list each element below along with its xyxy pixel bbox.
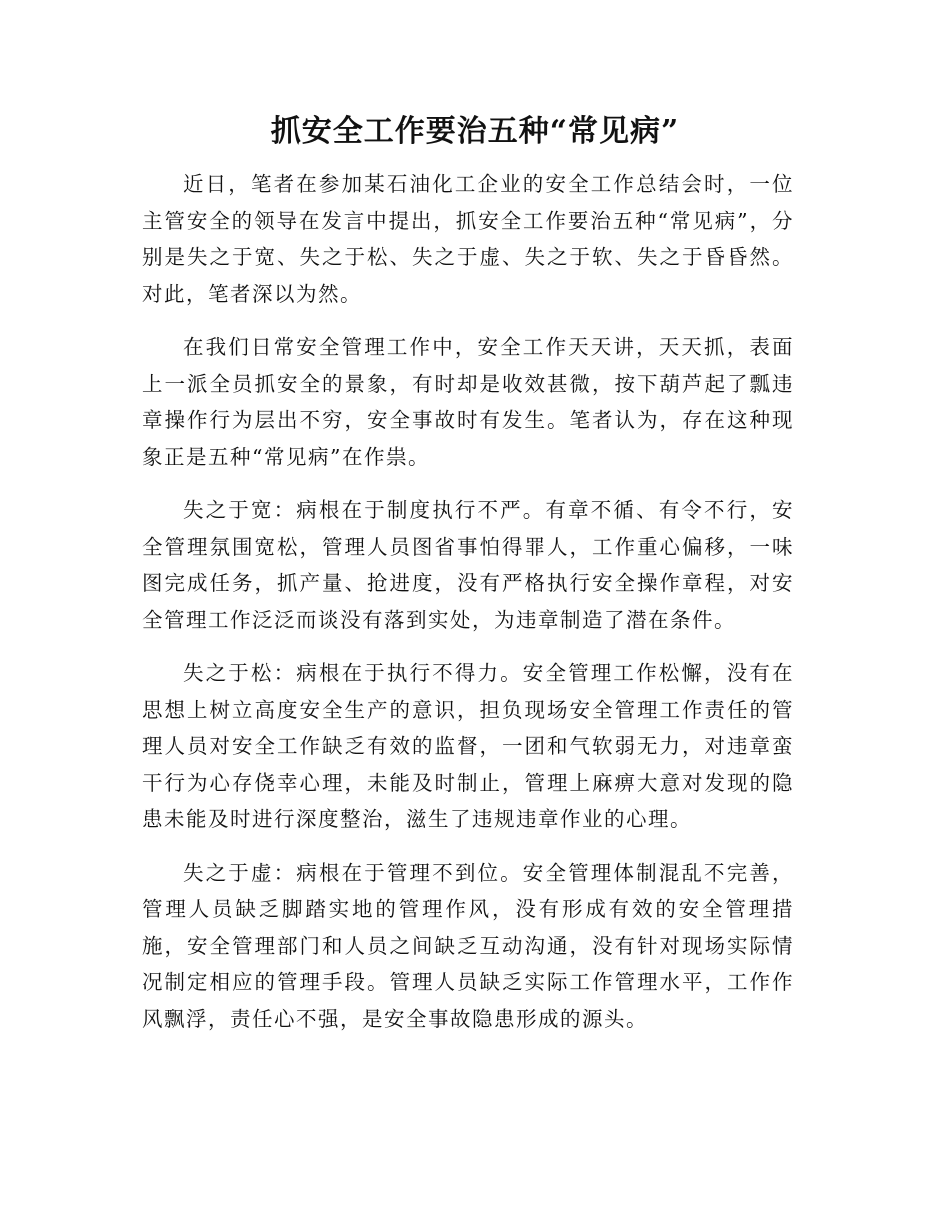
document-body <box>142 166 794 1054</box>
paragraph-intro: 近日，笔者在参加某石油化工企业的安全工作总结会时，一位主管安全的领导在发言中提出，抓安全工作要治五种“常见病”，分别是失之于宽、失之于松、失之于虚、失之于软、失之于昏昏然。对此，笔者深以为然。 <box>142 172 794 306</box>
paragraph-loose: 失之于松：病根在于执行不得力。安全管理工作松懈，没有在思想上树立高度安全生产的意识，担负现场安全管理工作责任的管理人员对安全工作缺乏有效的监督，一团和气软弱无力，对违章蛮干行为心存侥幸心理，未能及时制止，管理上麻痹大意对发现的隐患未能及时进行深度整治，滋生了违规违章作业的心理。 <box>142 661 794 831</box>
paragraph-lenient: 失之于宽：病根在于制度执行不严。有章不循、有令不行，安全管理氛围宽松，管理人员图省事怕得罪人，工作重心偏移，一味图完成任务，抓产量、抢进度，没有严格执行安全操作章程，对安全管理工作泛泛而谈没有落到实处，为违章制造了潜在条件。 <box>142 498 794 632</box>
paragraph-hollow: 失之于虚：病根在于管理不到位。安全管理体制混乱不完善，管理人员缺乏脚踏实地的管理作风，没有形成有效的安全管理措施，安全管理部门和人员之间缺乏互动沟通，没有针对现场实际情况制定相应的管理手段。管理人员缺乏实际工作管理水平，工作作风飘浮，责任心不强，是安全事故隐患形成的源头。 <box>142 860 794 1031</box>
paragraph-overview: 在我们日常安全管理工作中，安全工作天天讲，天天抓，表面上一派全员抓安全的景象，有时却是收效甚微，按下葫芦起了瓢违章操作行为层出不穷，安全事故时有发生。笔者认为，存在这种现象正是五种“常见病”在作祟。 <box>142 335 794 469</box>
document-title: 抓安全工作要治五种“常见病” <box>270 114 680 149</box>
